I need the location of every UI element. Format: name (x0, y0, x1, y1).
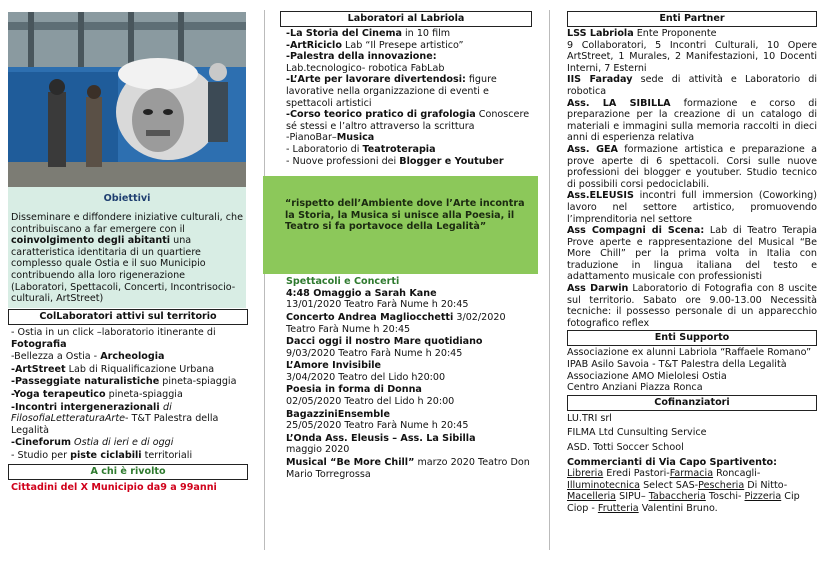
list-item (11, 212, 243, 305)
text-run: -Corso teorico pratico di grafologia (286, 109, 476, 121)
event-title: Poesia in forma di Donna (286, 384, 422, 396)
text-run: piste ciclabili (70, 449, 142, 461)
list-item (567, 40, 817, 75)
obiettivi-title: Obiettivi (103, 193, 151, 204)
list-item (567, 190, 817, 225)
text-run: territoriali (141, 449, 193, 461)
text-run: Illuminotecnica (567, 479, 641, 491)
text-run: -Palestra della innovazione: (286, 51, 437, 63)
event-title: Dacci oggi il nostro Mare quotidiano (286, 336, 483, 348)
text-run: SIPU– (616, 491, 649, 503)
text-run: LSS Labriola (567, 28, 634, 39)
list-item (567, 28, 817, 40)
shops-title: Commercianti di Via Capo Spartivento: (567, 456, 777, 468)
text-run: Ass.ELEUSIS (567, 190, 634, 202)
list-item (11, 437, 248, 449)
list-item (567, 144, 817, 190)
column-left (8, 0, 248, 493)
event-title: L’Amore Invisibile (286, 360, 382, 372)
event-item (286, 336, 532, 359)
target-text: Cittadini del X Municipio da9 a 99anni (11, 481, 217, 493)
event-item (286, 433, 532, 456)
event-item (286, 360, 532, 383)
quote-box (263, 176, 538, 274)
text-run: - Ostia in un click –laboratorio itinerante di (11, 327, 216, 338)
text-run: Di Nitto- (744, 479, 788, 491)
list-item (11, 376, 248, 388)
text-run: formazione e corso di preparazione per la creazione di un catalogo di materiali e immagini sulla memoria raccolti in dieci anni di esperienza relativa (567, 97, 817, 144)
text-run: Lab di Teatro Terapia Prove aperte e rappresentazione del Musical “Be More Chill” per la prima volta in Italia con traduzione in lingua italiana del testo e adattamento musicale con professionisti (567, 225, 817, 283)
events-list (286, 288, 532, 481)
obiettivi-text (11, 212, 243, 305)
text-run: Teatroterapia (362, 143, 436, 155)
text-run: Cip Ciop - (567, 491, 800, 514)
text-run: Libreria (567, 468, 604, 480)
list-item: LU.TRI srl (567, 412, 612, 424)
partner-list (567, 28, 817, 329)
text-run: -Passeggiate naturalistiche (11, 376, 160, 388)
partner-header: Enti Partner (567, 11, 817, 27)
list-item (11, 402, 248, 437)
text-run: Toschi- (705, 491, 745, 503)
list-item (11, 389, 248, 401)
list-item (567, 283, 817, 329)
text-run: -Cineforum (11, 437, 71, 449)
cofin-list (567, 413, 817, 454)
text-run: Ass Compagni di Scena: (567, 225, 705, 237)
event-item (286, 384, 532, 407)
list-item (567, 74, 817, 97)
cofin-header: Cofinanziatori (567, 395, 817, 411)
list-item (286, 132, 532, 144)
event-item (286, 312, 532, 335)
event-info: 9/03/2020 Teatro Farà Nume h 20:45 (286, 347, 463, 359)
text-run: -PianoBar– (286, 132, 337, 144)
mural-photo (8, 12, 246, 187)
list-item (11, 450, 248, 462)
list-item: Associazione ex alunni Labriola “Raffaele Romano” (567, 347, 812, 359)
collaboratori-list (8, 327, 248, 462)
support-list (567, 347, 817, 393)
list-item (286, 51, 532, 63)
text-run: Pizzeria (744, 491, 782, 503)
text-run: -ArtRiciclo (286, 39, 342, 51)
text-run: formazione artistica e preparazione a prove aperte di 6 spettacoli. Corsi sulle nuove professioni dei blogger e youtuber. Studio tecnico di possibili corsi pedociclabili. (567, 143, 817, 190)
event-info: 13/01/2020 Teatro Farà Nume h 20:45 (286, 299, 469, 311)
collaboratori-header: ColLaboratori attivi sul territorio (8, 309, 248, 325)
event-title: L’Onda Ass. Eleusis – Ass. La Sibilla (286, 432, 476, 444)
text-run: Lab.tecnologico- robotica FabLab (286, 62, 445, 74)
support-header: Enti Supporto (567, 330, 817, 346)
text-run: una caratteristica identitaria di un quartiere complesso quale Ostia e il suo Municipio contribuendo alla loro rigenerazione (Laboratori, Spettacoli, Concerti, Incontrisocio-culturali, ArtStreet) (11, 235, 236, 305)
list-item (11, 351, 248, 363)
text-run: pineta-spiaggia (159, 376, 237, 388)
text-run: -ArtStreet (11, 363, 66, 375)
event-info: 02/05/2020 Teatro del Lido h 20:00 (286, 396, 455, 408)
text-run: Frutteria (597, 502, 639, 514)
text-run: Lab di Riqualificazione Urbana (65, 363, 215, 375)
text-run: FilosofiaLetteraturaArte (11, 413, 125, 425)
event-title: 4:48 Omaggio a Sarah Kane (286, 287, 437, 299)
event-title: BagazziniEnsemble (286, 408, 390, 420)
text-run: 9 Collaboratori, 5 Incontri Culturali, 10 Opere ArtStreet, 1 Murales, 2 Manifestazioni, 10 Docenti Interni, 7 Esterni (567, 39, 817, 74)
text-run: sede di attività e Laboratorio di robotica (567, 74, 817, 97)
event-info: 3/04/2020 Teatro del Lido h20:00 (286, 371, 446, 383)
text-run: Lab “Il Presepe artistico” (341, 39, 464, 51)
text-run: -L’Arte per lavorare divertendosi: (286, 74, 466, 86)
event-title: Concerto Andrea Magliocchetti (286, 311, 454, 323)
event-info: maggio 2020 (286, 444, 350, 456)
list-item (11, 327, 248, 350)
events-title: Spettacoli e Concerti (286, 276, 400, 288)
text-run: - T&T Palestra della Legalità (11, 413, 219, 436)
event-item (286, 288, 532, 311)
text-run: Ass. LA SIBILLA (567, 97, 671, 109)
text-run: Roncagli- (713, 468, 761, 480)
list-item (567, 468, 817, 514)
text-run: incontri full immersion (Coworking) lavoro nel settore artistico, promuovendo l’imprenditoria nel settore (567, 190, 817, 225)
list-item (286, 109, 532, 132)
list-item (286, 74, 532, 109)
event-info: 3/02/2020 Teatro Farà Nume h 20:45 (286, 311, 506, 335)
target-header: A chi è rivolto (8, 464, 248, 480)
list-item (286, 40, 532, 52)
text-run: Pescheria (698, 479, 745, 491)
text-run: Disseminare e diffondere iniziative culturali, che contribuiscano a far emergere con il (11, 212, 243, 235)
text-run: pineta-spiaggia (105, 388, 183, 400)
text-run: -La Storia del Cinema (286, 28, 402, 39)
text-run: Eredi Pastori- (603, 468, 670, 480)
text-run: Ass Darwin (567, 283, 629, 295)
event-info: marzo 2020 Teatro Don Mario Torregrossa (286, 457, 530, 480)
shops-list (567, 468, 817, 514)
list-item (567, 225, 817, 283)
mural-photo-illustration (8, 12, 246, 187)
list-item (11, 364, 248, 376)
text-run: - Studio per (11, 449, 71, 461)
text-run: Select SAS- (640, 479, 699, 491)
text-run: Ass. GEA (567, 143, 618, 155)
text-run: Ente Proponente (633, 28, 717, 39)
text-run: di (162, 401, 172, 413)
text-run: figure lavorative nella organizzazione di eventi e spettacoli artistici (286, 74, 497, 109)
text-run: Laboratorio di Fotografia con 8 uscite sul territorio. Sabato ore 9.00-13.00 Necessità tecniche: il possesso personale di un apparecchio fotografico reflex (567, 283, 817, 329)
text-run: Fotografia (11, 338, 67, 350)
list-item (286, 63, 532, 75)
list-item: Associazione AMO Mielolesi Ostia (567, 370, 727, 382)
list-item: ASD. Totti Soccer School (567, 442, 684, 453)
event-item (286, 457, 532, 480)
text-run: Blogger e Youtuber (399, 155, 504, 167)
text-run: Archeologia (100, 351, 165, 363)
text-run: IIS Faraday (567, 74, 633, 86)
text-run: coinvolgimento degli abitanti (11, 235, 171, 247)
column-right (567, 0, 817, 515)
text-run: Farmacia (669, 468, 714, 480)
list-item (567, 98, 817, 144)
text-run: in 10 film (401, 28, 451, 39)
text-run: - Nuove professioni dei (286, 155, 400, 167)
column-middle (280, 0, 532, 481)
text-run: -Yoga terapeutico (11, 388, 106, 400)
list-item (286, 144, 532, 156)
text-run: Valentini Bruno. (638, 502, 718, 514)
list-item (286, 156, 532, 168)
list-item (286, 28, 532, 40)
text-run: Tabaccheria (648, 491, 706, 503)
laboratori-header: Laboratori al Labriola (280, 11, 532, 27)
text-run: Ostia di ieri e di oggi (70, 437, 174, 449)
obiettivi-box (8, 12, 246, 308)
list-item: Centro Anziani Piazza Ronca (567, 382, 703, 394)
list-item: FILMA Ltd Cunsulting Service (567, 427, 707, 439)
event-item (286, 409, 532, 432)
text-run: Conoscere sé stessi e l’altro attraverso la scrittura (286, 109, 530, 132)
laboratori-list (280, 28, 532, 167)
quote-text: “rispetto dell’Ambiente dove l’Arte incontra la Storia, la Musica si unisce alla Poesia, il Teatro si fa portavoce della Legalità” (285, 198, 525, 233)
text-run: - Laboratorio di (286, 143, 363, 155)
list-item: IPAB Asilo Savoia - T&T Palestra della Legalità (567, 359, 787, 371)
event-info: 25/05/2020 Teatro Farà Nume h 20:45 (286, 420, 469, 432)
text-run: Musica (336, 132, 375, 144)
event-title: Musical “Be More Chill” (286, 457, 415, 469)
text-run: Macelleria (567, 491, 617, 503)
text-run: -Incontri intergenerazionali (11, 401, 163, 413)
text-run: -Bellezza a Ostia - (11, 351, 101, 363)
